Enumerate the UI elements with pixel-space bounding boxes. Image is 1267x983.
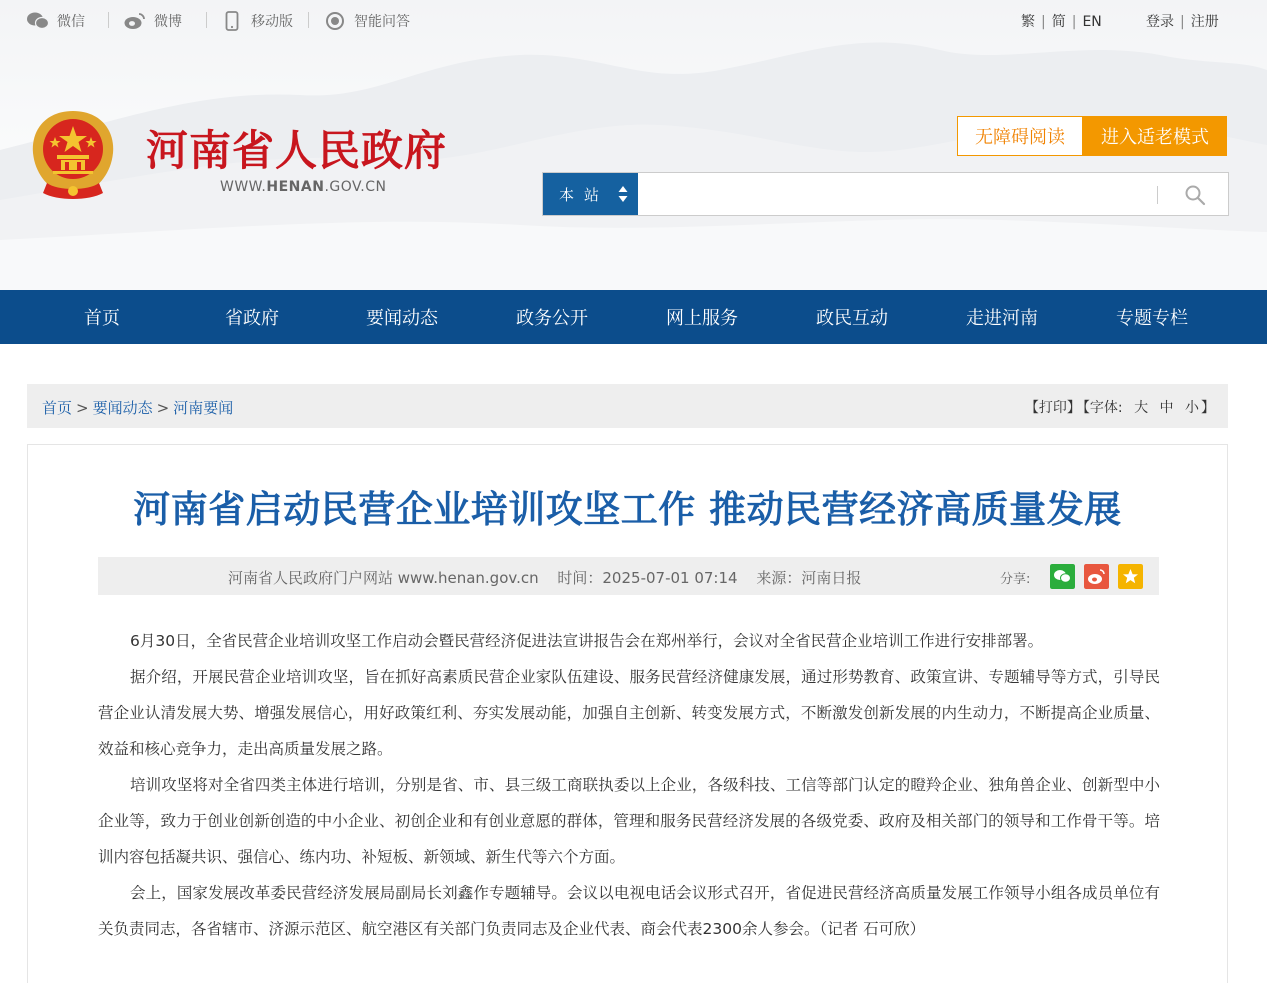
nav-item-gov-affairs[interactable]: 政务公开 [516,308,588,329]
smart-qa-link[interactable] [324,11,410,31]
article-meta [98,557,1159,595]
share-label: 分享: [1000,572,1031,587]
article-tools [1024,397,1216,417]
article-body [98,623,1160,947]
search-bar [542,172,1229,216]
article-title: 河南省启动民营企业培训攻坚工作 推动民营经济高质量发展 [133,488,1122,531]
main-nav [0,290,1267,344]
print-button[interactable]: 【打印】 [1024,400,1081,416]
barrier-free-reading-button[interactable]: 无障碍阅读 [957,116,1083,156]
language-switcher: 繁 | 简 | EN [1021,14,1102,30]
article-paragraph: 6月30日，全省民营企业培训攻坚工作启动会暨民营经济促进法宣讲报告会在郑州举行，会议对全省民营企业培训工作进行安排部署。 [130,632,1044,650]
breadcrumb-home[interactable]: 首页 [42,399,73,417]
search-scope-select[interactable] [543,173,638,215]
article-paragraph: 据介绍，开展民营企业培训攻坚，旨在抓好高素质民营企业家队伍建设、服务民营经济健康发展，通过形势教育、政策宣讲、专题辅导等方式，引导民营企业认清发展大势、增强发展信心，用好政策红利、夯实发展动能，加强自主创新、转变发展方式，不断激发创新发展的内生动力，不断提高企业质量、效益和核心竞争力，走出高质量发展之路。 [98,668,1160,758]
divider [308,12,309,28]
smart-qa-label: 智能问答 [354,14,410,30]
register-link[interactable]: 注册 [1190,14,1219,30]
lang-simplified[interactable]: 简 [1051,14,1066,30]
mobile-icon [221,11,243,31]
url-prefix: WWW. [220,179,267,195]
chat-bot-icon [324,11,346,31]
article-paragraph: 会上，国家发展改革委民营经济发展局副局长刘鑫作专题辅导。会议以电视电话会议形式召开，省促进民营经济高质量发展工作领导小组各成员单位有关负责同志，各省辖市、济源示范区、航空港区有关部门负责同志及企业代表、商会代表2300余人参会。（记者 石可欣） [98,884,1160,938]
sort-arrows-icon [618,185,628,203]
font-large-button[interactable]: 大 [1134,400,1149,416]
font-size-close: 】 [1201,400,1215,416]
article-info [228,567,875,588]
search-divider [1157,186,1158,204]
article-paragraph: 培训攻坚将对全省四类主体进行培训，分别是省、市、县三级工商联执委以上企业，各级科技、工信等部门认定的瞪羚企业、独角兽企业、创新型中小企业等，致力于创业创新创造的中小企业、初创企业和有创业意愿的群体，管理和服务民营经济发展的各级党委、政府及相关部门的领导和工作骨干等。培训内容包括凝共识、强信心、练内功、补短板、新领域、新生代等六个方面。 [98,776,1160,866]
weibo-link[interactable] [124,11,182,31]
wechat-icon [27,11,49,31]
search-icon[interactable] [1183,183,1207,207]
nav-item-online-services[interactable]: 网上服务 [666,308,738,329]
site-url [220,179,386,195]
publish-time: 时间：2025-07-01 07:14 [557,569,738,587]
breadcrumb: 首页 > 要闻动态 > 河南要闻 [42,399,234,417]
nav-item-topics[interactable]: 专题专栏 [1116,308,1188,329]
breadcrumb-news[interactable]: 要闻动态 [92,399,153,417]
nav-item-interaction[interactable]: 政民互动 [816,308,888,329]
lang-english[interactable]: EN [1082,14,1102,30]
mobile-link[interactable] [221,11,293,31]
lang-traditional[interactable]: 繁 [1021,14,1035,30]
weibo-icon [124,11,146,31]
article-panel [27,444,1228,983]
elder-mode-button[interactable]: 进入适老模式 [1083,116,1227,156]
nav-item-home[interactable]: 首页 [84,308,120,329]
auth-links: 登录 | 注册 [1146,14,1219,30]
share-wechat-icon[interactable] [1050,564,1075,589]
font-size-label: 【字体: [1082,400,1123,416]
site-title[interactable]: 河南省人民政府 [146,126,448,175]
share-weibo-icon[interactable] [1084,564,1109,589]
breadcrumb-henan-news[interactable]: 河南要闻 [173,399,234,417]
wechat-link[interactable] [27,11,85,31]
source-site: 河南省人民政府门户网站 www.henan.gov.cn [228,569,539,587]
article-origin: 来源：河南日报 [756,569,862,587]
national-emblem-logo[interactable] [27,107,119,203]
share-favorite-icon[interactable] [1118,564,1143,589]
nav-item-provincial-gov[interactable]: 省政府 [225,308,279,329]
nav-item-news[interactable]: 要闻动态 [366,308,438,329]
breadcrumb-bar [27,384,1228,428]
url-main: HENAN [266,179,325,195]
nav-item-henan[interactable]: 走进河南 [966,308,1038,329]
login-link[interactable]: 登录 [1146,14,1174,30]
font-small-button[interactable]: 小 [1185,400,1199,416]
header [0,0,1267,290]
search-scope-label: 本站 [559,185,610,204]
font-medium-button[interactable]: 中 [1159,400,1174,416]
search-input[interactable] [643,179,1153,209]
top-utility-bar [0,0,1267,42]
divider [206,12,207,28]
wechat-label: 微信 [57,14,85,30]
weibo-label: 微博 [154,14,182,30]
url-suffix: .GOV.CN [324,179,387,195]
divider [108,12,109,28]
mobile-label: 移动版 [251,14,293,30]
